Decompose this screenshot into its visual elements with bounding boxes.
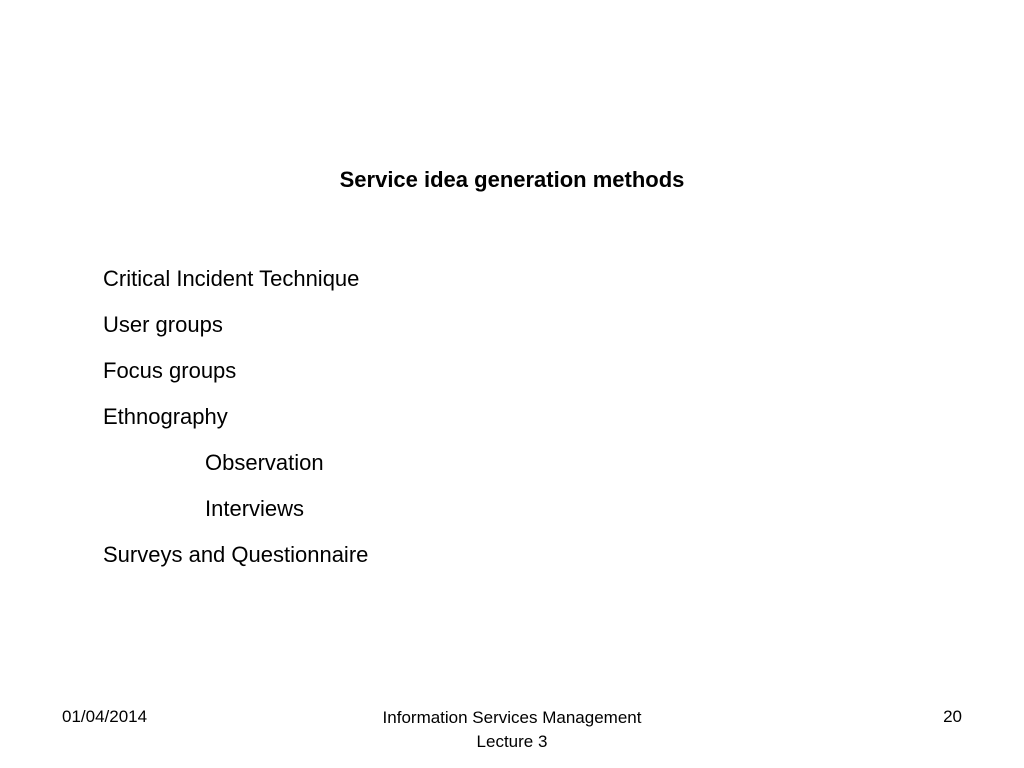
list-item: User groups <box>103 312 223 337</box>
footer-course <box>312 706 712 754</box>
list-item: Critical Incident Technique <box>103 266 360 291</box>
page-number: 20 <box>943 707 962 726</box>
footer-date: 01/04/2014 <box>62 707 148 726</box>
footer-course-title: Information Services Management <box>382 708 642 727</box>
footer-lecture: Lecture 3 <box>476 732 548 751</box>
list-item: Ethnography <box>103 404 228 429</box>
slide-title: Service idea generation methods <box>339 167 685 192</box>
sub-list-item: Interviews <box>205 496 305 521</box>
list-item: Surveys and Questionnaire <box>103 542 369 567</box>
list-item: Focus groups <box>103 358 237 383</box>
method-list <box>103 256 368 578</box>
sub-list-item: Observation <box>205 450 324 475</box>
